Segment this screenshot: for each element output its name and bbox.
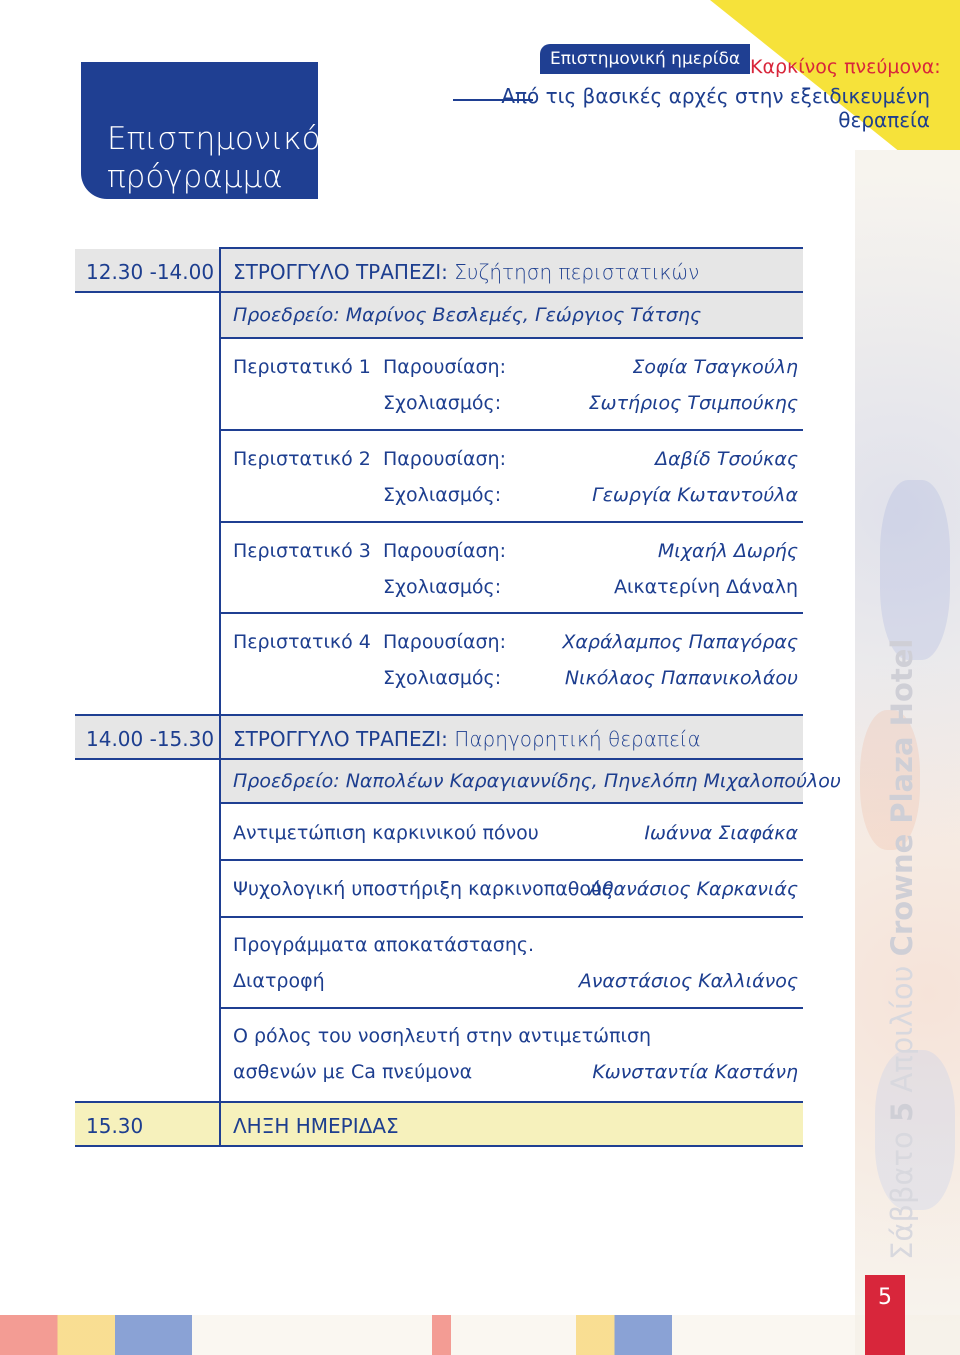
divider	[219, 802, 803, 804]
page-number: 5	[865, 1275, 905, 1355]
talk-title-line2: ασθενών με Ca πνεύμονα	[233, 1061, 473, 1083]
month-name: Απριλίου	[885, 965, 919, 1093]
session-topic: Παρηγορητική θεραπεία	[454, 727, 701, 751]
comment-label: Σχολιασμός:	[383, 392, 502, 414]
program-title: Επιστημονικό πρόγραμμα	[107, 121, 321, 195]
divider	[219, 337, 803, 339]
session-time: 14.00 -15.30	[86, 727, 215, 751]
divider	[219, 1007, 803, 1009]
presentation-label: Παρουσίαση:	[383, 448, 506, 470]
case-label: Περιστατικό 3	[233, 540, 371, 562]
talk-title: Ψυχολογική υποστήριξη καρκινοπαθούς	[233, 878, 614, 900]
case-label: Περιστατικό 1	[233, 356, 371, 378]
comment-label: Σχολιασμός:	[383, 576, 502, 598]
closing-label: ΛΗΞΗ ΗΜΕΡΙΔΑΣ	[233, 1114, 399, 1138]
date-venue-text	[885, 639, 919, 1260]
column-divider	[219, 716, 221, 1101]
commentator-name: Νικόλαος Παπανικολάου	[564, 667, 798, 689]
day-name: Σάββατο	[885, 1131, 919, 1260]
talk-title: Προγράμματα αποκατάστασης.	[233, 934, 535, 956]
case-label: Περιστατικό 4	[233, 631, 371, 653]
speaker-name: Ιωάννα Σιαφάκα	[644, 822, 798, 844]
presentation-label: Παρουσίαση:	[383, 356, 506, 378]
date-number: 5	[885, 1101, 919, 1122]
case-label: Περιστατικό 2	[233, 448, 371, 470]
column-divider	[219, 249, 221, 714]
speaker-name: Αναστάσιος Καλλιάνος	[578, 970, 798, 992]
comment-label: Σχολιασμός:	[383, 667, 502, 689]
column-divider	[219, 1103, 221, 1145]
talk-title-line2: Διατροφή	[233, 970, 325, 992]
presentation-label: Παρουσίαση:	[383, 631, 506, 653]
commentator-name: Σωτήριος Τσιμπούκης	[588, 392, 798, 414]
commentator-name: Αικατερίνη Δάναλη	[614, 576, 798, 598]
presenter-name: Δαβίδ Τσούκας	[655, 448, 798, 470]
commentator-name: Γεωργία Κωταντούλα	[592, 484, 798, 506]
session-topic: Συζήτηση περιστατικών	[454, 260, 700, 284]
speaker-name: Κωνσταντία Καστάνη	[592, 1061, 798, 1083]
session-time: 12.30 -14.00	[86, 260, 215, 284]
presenter-name: Σοφία Τσαγκούλη	[632, 356, 798, 378]
event-title: Καρκίνος πνεύμονα:	[750, 56, 941, 78]
divider	[219, 916, 803, 918]
session-chairs: Προεδρείο: Ναπολέων Καραγιαννίδης, Πηνελόπη Μιχαλοπούλου	[233, 770, 841, 792]
closing-band	[75, 1103, 803, 1145]
program-title-box	[81, 62, 321, 199]
event-subtitle: Από τις βασικές αρχές στην εξειδικευμένη θεραπεία	[501, 84, 930, 132]
presenter-name: Μιχαήλ Δωρής	[657, 540, 798, 562]
session-chairs: Προεδρείο: Μαρίνος Βεσλεμές, Γεώργιος Τάτσης	[233, 304, 702, 326]
decorative-bottom-art	[0, 1315, 960, 1355]
comment-label: Σχολιασμός:	[383, 484, 502, 506]
closing-time: 15.30	[86, 1114, 144, 1138]
talk-title: Αντιμετώπιση καρκινικού πόνου	[233, 822, 539, 844]
venue-name: Crowne Plaza Hotel	[885, 638, 919, 957]
presentation-label: Παρουσίαση:	[383, 540, 506, 562]
event-badge: Επιστημονική ημερίδα	[540, 44, 750, 74]
divider	[75, 1145, 803, 1147]
session-label: ΣΤΡΟΓΓΥΛΟ ΤΡΑΠΕΖΙ:	[233, 727, 448, 751]
presenter-name: Χαράλαμπος Παπαγόρας	[562, 631, 798, 653]
session-label: ΣΤΡΟΓΓΥΛΟ ΤΡΑΠΕΖΙ:	[233, 260, 448, 284]
session-heading	[233, 727, 701, 751]
session-heading	[233, 260, 699, 284]
speaker-name: Αθανάσιος Καρκανιάς	[588, 878, 798, 900]
divider	[219, 429, 803, 431]
divider	[219, 521, 803, 523]
divider	[219, 859, 803, 861]
divider	[219, 612, 803, 614]
talk-title: Ο ρόλος του νοσηλευτή στην αντιμετώπιση	[233, 1025, 652, 1047]
decorative-shape	[880, 480, 950, 660]
